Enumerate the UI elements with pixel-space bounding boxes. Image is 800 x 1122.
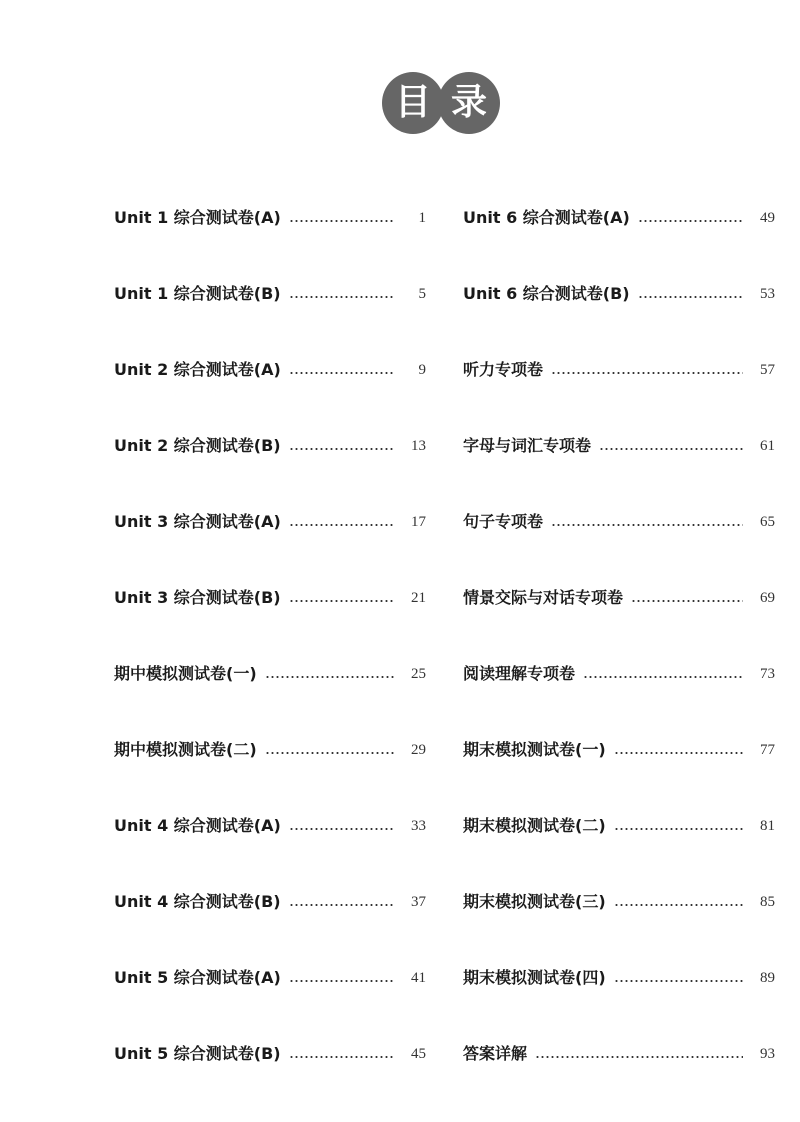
toc-column-left — [114, 180, 426, 1092]
toc-entry-page-number: 29 — [411, 742, 426, 758]
dot-leader — [638, 296, 743, 298]
toc-entry-page-number: 45 — [411, 1046, 426, 1062]
toc-entry-page-number: 9 — [418, 362, 426, 378]
toc-entry-page-number: 53 — [760, 286, 775, 302]
toc-entry-page-number: 89 — [760, 970, 775, 986]
dot-leader — [265, 752, 394, 754]
toc-entry[interactable] — [463, 940, 775, 1016]
dot-leader — [289, 372, 394, 374]
title-char-circle: 目 — [382, 72, 444, 134]
toc-entry[interactable] — [114, 788, 426, 864]
toc-entry[interactable] — [463, 332, 775, 408]
dot-leader — [614, 980, 743, 982]
toc-entry-title: Unit 4 综合测试卷(A) — [114, 816, 281, 835]
toc-entry-page-number: 37 — [411, 894, 426, 910]
toc-entry-title: Unit 6 综合测试卷(A) — [463, 208, 630, 227]
toc-entry-page-number: 25 — [411, 666, 426, 682]
toc-entry-title: Unit 5 综合测试卷(B) — [114, 1044, 281, 1063]
title-char-circle: 录 — [438, 72, 500, 134]
toc-entry-page-number: 21 — [411, 590, 426, 606]
dot-leader — [614, 752, 743, 754]
toc-entry-title: Unit 2 综合测试卷(B) — [114, 436, 281, 455]
toc-entry-page-number: 65 — [760, 514, 775, 530]
toc-entry-page-number: 61 — [760, 438, 775, 454]
toc-entry[interactable] — [463, 712, 775, 788]
toc-entry-page-number: 33 — [411, 818, 426, 834]
toc-entry[interactable] — [114, 180, 426, 256]
toc-entry-title: Unit 3 综合测试卷(A) — [114, 512, 281, 531]
toc-entry-title: 字母与词汇专项卷 — [463, 436, 592, 455]
toc-entry[interactable] — [114, 864, 426, 940]
toc-column-right — [463, 180, 775, 1092]
toc-entry-title: Unit 5 综合测试卷(A) — [114, 968, 281, 987]
dot-leader — [289, 1056, 394, 1058]
toc-entry-page-number: 49 — [760, 210, 775, 226]
toc-entry-page-number: 13 — [411, 438, 426, 454]
toc-entry-page-number: 85 — [760, 894, 775, 910]
dot-leader — [289, 524, 394, 526]
dot-leader — [289, 828, 394, 830]
toc-entry-title: 期中模拟测试卷(二) — [114, 740, 257, 759]
toc-entry-page-number: 69 — [760, 590, 775, 606]
dot-leader — [289, 296, 394, 298]
toc-entry-title: 期末模拟测试卷(二) — [463, 816, 606, 835]
toc-entry-title: Unit 4 综合测试卷(B) — [114, 892, 281, 911]
toc-entry-title: 期末模拟测试卷(三) — [463, 892, 606, 911]
dot-leader — [631, 600, 743, 602]
toc-entry[interactable] — [114, 332, 426, 408]
toc-entry[interactable] — [114, 1016, 426, 1092]
toc-entry[interactable] — [114, 712, 426, 788]
dot-leader — [289, 448, 394, 450]
toc-entry-title: 阅读理解专项卷 — [463, 664, 576, 683]
toc-entry-page-number: 17 — [411, 514, 426, 530]
dot-leader — [289, 220, 394, 222]
toc-entry-title: 期末模拟测试卷(一) — [463, 740, 606, 759]
toc-entry[interactable] — [463, 484, 775, 560]
toc-entry[interactable] — [463, 1016, 775, 1092]
page-title — [382, 72, 508, 134]
toc-entry[interactable] — [463, 636, 775, 712]
toc-entry[interactable] — [463, 180, 775, 256]
toc-entry-page-number: 41 — [411, 970, 426, 986]
toc-entry-title: Unit 3 综合测试卷(B) — [114, 588, 281, 607]
toc-entry-title: 答案详解 — [463, 1044, 528, 1063]
dot-leader — [638, 220, 743, 222]
toc-entry-page-number: 5 — [418, 286, 426, 302]
dot-leader — [265, 676, 394, 678]
toc-entry-page-number: 77 — [760, 742, 775, 758]
toc-entry-title: Unit 6 综合测试卷(B) — [463, 284, 630, 303]
toc-entry-title: 期中模拟测试卷(一) — [114, 664, 257, 683]
toc-entry[interactable] — [114, 484, 426, 560]
dot-leader — [614, 828, 743, 830]
toc-entry-title: 情景交际与对话专项卷 — [463, 588, 624, 607]
toc-entry[interactable] — [114, 408, 426, 484]
toc-entry-title: Unit 1 综合测试卷(B) — [114, 284, 281, 303]
dot-leader — [289, 904, 394, 906]
toc-entry[interactable] — [114, 256, 426, 332]
toc-entry-page-number: 57 — [760, 362, 775, 378]
toc-entry[interactable] — [463, 788, 775, 864]
toc-entry-page-number: 93 — [760, 1046, 775, 1062]
toc-entry-title: Unit 2 综合测试卷(A) — [114, 360, 281, 379]
toc-entry[interactable] — [114, 940, 426, 1016]
toc-entry-title: 期末模拟测试卷(四) — [463, 968, 606, 987]
dot-leader — [289, 600, 394, 602]
dot-leader — [551, 372, 743, 374]
dot-leader — [551, 524, 743, 526]
toc-entry[interactable] — [463, 408, 775, 484]
toc-entry-title: 句子专项卷 — [463, 512, 544, 531]
toc-entry[interactable] — [114, 560, 426, 636]
dot-leader — [599, 448, 743, 450]
toc-entry-title: Unit 1 综合测试卷(A) — [114, 208, 281, 227]
dot-leader — [583, 676, 743, 678]
toc-entry-page-number: 81 — [760, 818, 775, 834]
toc-entry[interactable] — [463, 560, 775, 636]
toc-entry[interactable] — [463, 256, 775, 332]
toc-entry[interactable] — [463, 864, 775, 940]
toc-entry[interactable] — [114, 636, 426, 712]
toc-entry-title: 听力专项卷 — [463, 360, 544, 379]
dot-leader — [614, 904, 743, 906]
toc-entry-page-number: 73 — [760, 666, 775, 682]
toc-entry-page-number: 1 — [418, 210, 426, 226]
dot-leader — [535, 1056, 743, 1058]
dot-leader — [289, 980, 394, 982]
